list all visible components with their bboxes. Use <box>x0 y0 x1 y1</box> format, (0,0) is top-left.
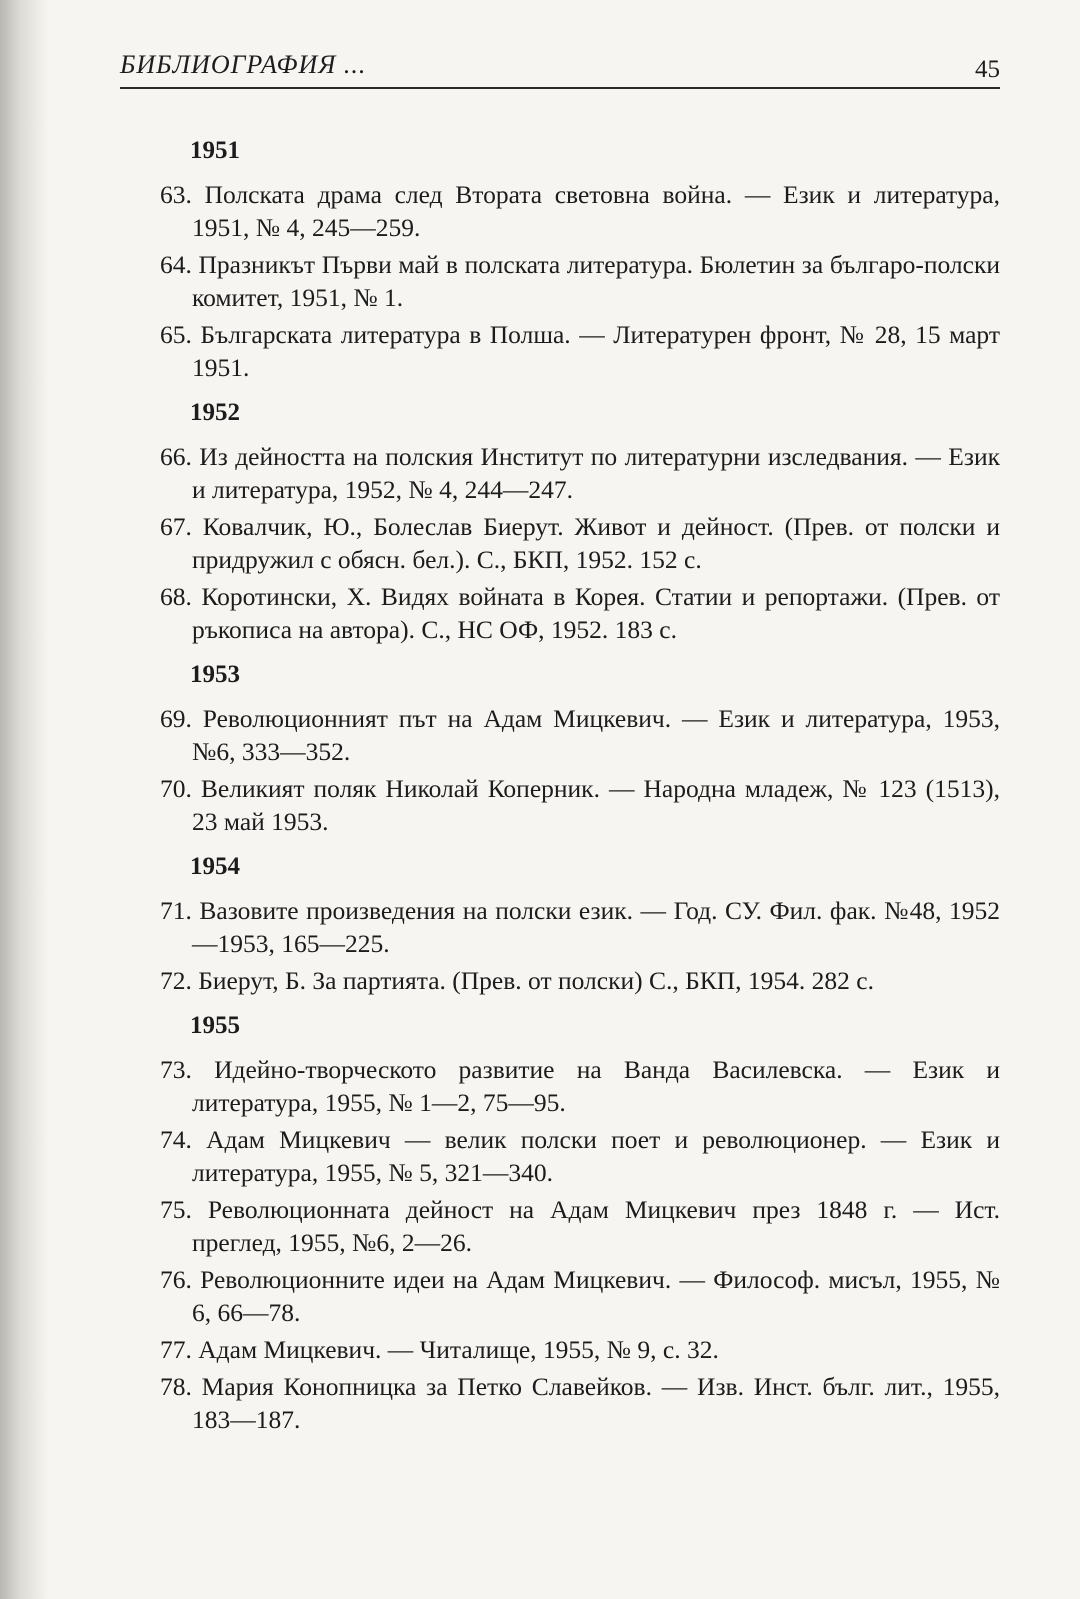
year-section-1955 <box>160 1009 1000 1436</box>
bibliography-entry: 76. Революционните идеи на Адам Мицкевич. — Философ. мисъл, 1955, № 6, 66—78. <box>160 1265 1000 1327</box>
bibliography-entry: 70. Великият поляк Николай Коперник. — Народна младеж, № 123 (1513), 23 май 1953. <box>160 774 1000 836</box>
header-rule <box>120 87 1000 89</box>
year-heading: 1953 <box>190 661 240 688</box>
year-heading: 1955 <box>190 1012 240 1039</box>
year-heading: 1951 <box>190 137 240 164</box>
year-heading: 1954 <box>190 853 240 880</box>
bibliography-entry: 65. Българската литература в Полша. — Литературен фронт, № 28, 15 март 1951. <box>160 320 1000 382</box>
running-title: БИБЛИОГРАФИЯ ... <box>120 50 367 79</box>
year-section-1954 <box>160 850 1000 997</box>
year-heading: 1952 <box>190 399 240 426</box>
bibliography-entry: 75. Революционната дейност на Адам Мицкевич през 1848 г. — Ист. преглед, 1955, №6, 2—26. <box>160 1195 1000 1257</box>
bibliography-entry: 67. Ковалчик, Ю., Болеслав Биерут. Живот и дейност. (Прев. от полски и придружил с обясн. бел.). С., БКП, 1952. 152 с. <box>160 512 1000 574</box>
bibliography-entry: 68. Коротински, Х. Видях войната в Корея. Статии и репортажи. (Прев. от ръкописа на автора). С., НС ОФ, 1952. 183 с. <box>160 582 1000 644</box>
year-section-1952 <box>160 396 1000 646</box>
bibliography-entry: 78. Мария Конопницка за Петко Славейков. — Изв. Инст. бълг. лит., 1955, 183—187. <box>160 1372 1000 1434</box>
bibliography-entry: 77. Адам Мицкевич. — Читалище, 1955, № 9, с. 32. <box>160 1335 719 1364</box>
bibliography-entry: 69. Революционният път на Адам Мицкевич. — Език и литература, 1953, №6, 333—352. <box>160 704 1000 766</box>
bibliography-entry: 72. Биерут, Б. За партията. (Прев. от полски) С., БКП, 1954. 282 с. <box>160 966 874 995</box>
bibliography-entry: 63. Полската драма след Втората световна война. — Език и литература, 1951, № 4, 245—259. <box>160 180 1000 242</box>
page-edge-shadow <box>0 0 48 1599</box>
bibliography-entry: 73. Идейно-творческото развитие на Ванда Василевска. — Език и литература, 1955, № 1—2, 75—95. <box>160 1055 1000 1117</box>
page-number: 45 <box>975 56 1000 83</box>
page-header <box>120 42 1000 90</box>
year-section-1953 <box>160 658 1000 838</box>
bibliography-entry: 74. Адам Мицкевич — велик полски поет и революционер. — Език и литература, 1955, № 5, 321—340. <box>160 1125 1000 1187</box>
bibliography-entry: 66. Из дейността на полския Институт по литературни изследвания. — Език и литература, 1952, № 4, 244—247. <box>160 442 1000 504</box>
bibliography-entry: 64. Празникът Първи май в полската литература. Бюлетин за българо-полски комитет, 1951, № 1. <box>160 250 1000 312</box>
bibliography-entry: 71. Вазовите произведения на полски език. — Год. СУ. Фил. фак. №48, 1952—1953, 165—225. <box>160 896 1000 958</box>
bibliography-content <box>160 134 1000 1440</box>
year-section-1951 <box>160 134 1000 384</box>
